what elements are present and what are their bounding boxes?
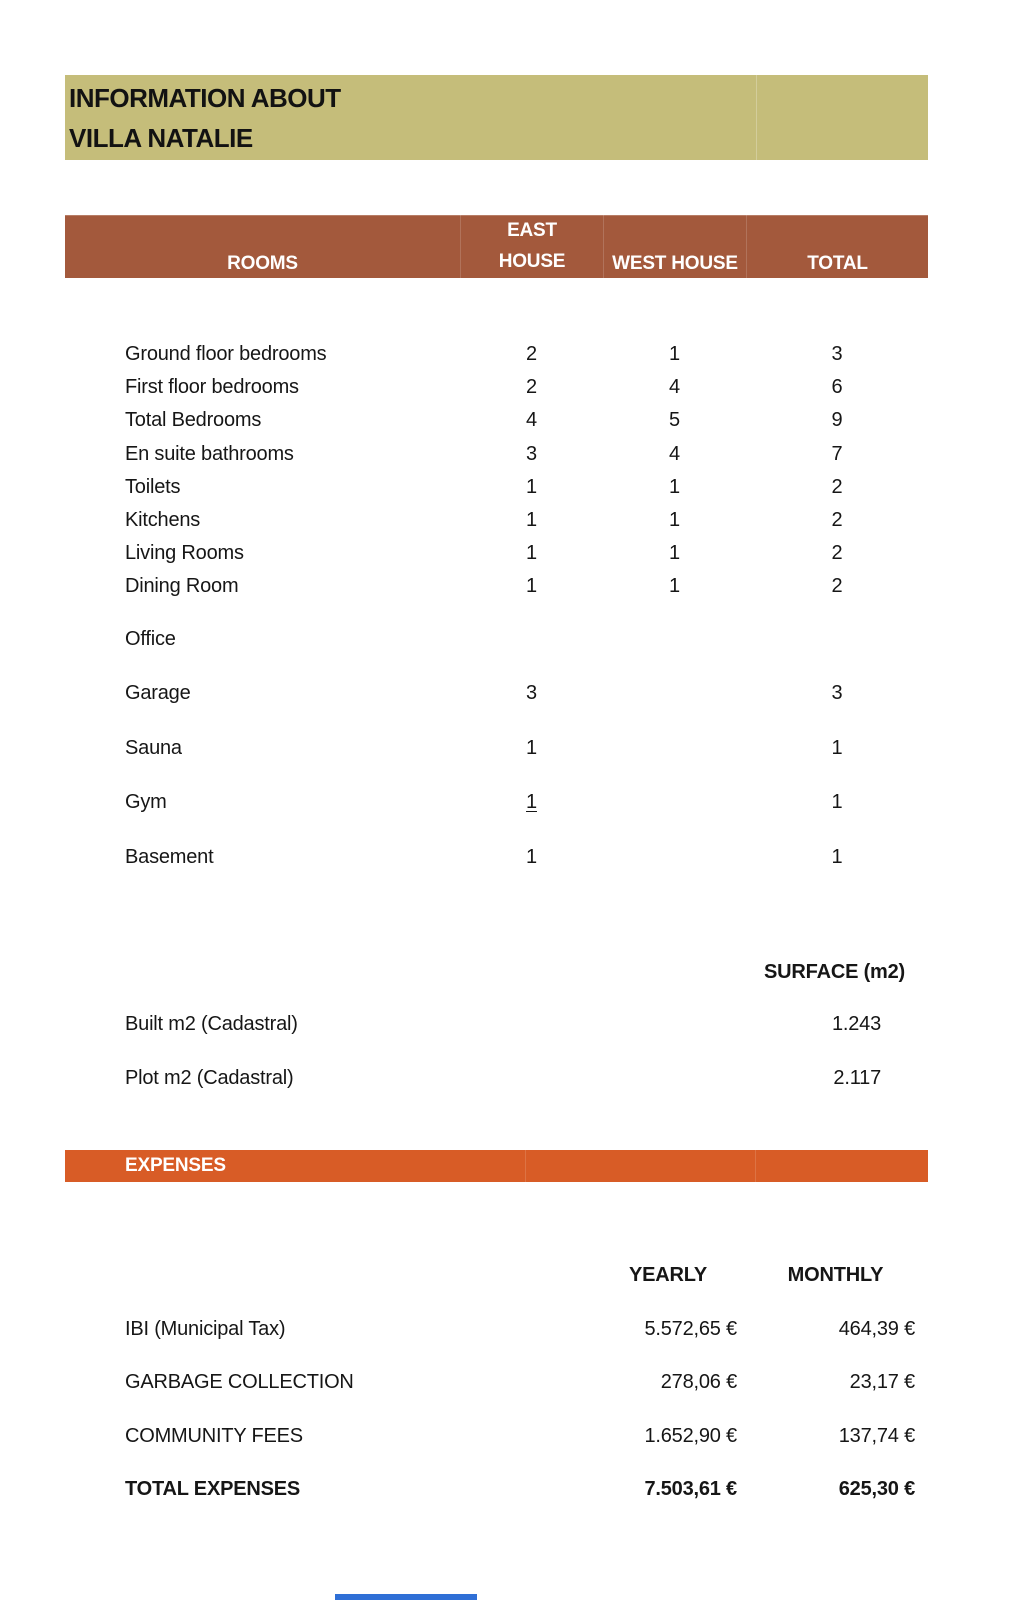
rooms-table-header: [65, 215, 928, 278]
room-label: First floor bedrooms: [125, 376, 299, 399]
table-row: [65, 721, 928, 776]
room-label: Dining Room: [125, 575, 239, 598]
west-house-value: 4: [669, 376, 680, 399]
expense-label: TOTAL EXPENSES: [125, 1478, 301, 1501]
west-house-value: 1: [669, 475, 680, 498]
table-row: [65, 667, 928, 722]
column-header-total: TOTAL: [746, 215, 928, 283]
west-house-value: 4: [669, 442, 680, 465]
expense-monthly-value: 137,74 €: [838, 1424, 915, 1447]
table-row: [65, 471, 928, 504]
expenses-banner-label: EXPENSES: [125, 1155, 226, 1176]
surface-label: Built m2 (Cadastral): [125, 1012, 298, 1035]
expense-label: COMMUNITY FEES: [125, 1424, 303, 1447]
table-row: [65, 1463, 928, 1516]
table-row: [65, 1303, 928, 1356]
total-value: 1: [831, 736, 843, 759]
expenses-cell-divider: [525, 1150, 526, 1182]
title-cell-divider: [756, 75, 757, 160]
total-value: 2: [831, 575, 843, 598]
expenses-banner: [65, 1150, 928, 1182]
room-label: Kitchens: [125, 509, 201, 532]
table-row: [65, 371, 928, 404]
bottom-blue-bar: [335, 1594, 477, 1600]
table-row: [65, 997, 928, 1051]
surface-column-header: SURFACE (m2): [764, 961, 905, 983]
table-row: [65, 776, 928, 831]
total-value: 7: [831, 442, 843, 465]
title-banner: [65, 75, 928, 160]
room-label: Ground floor bedrooms: [125, 343, 327, 366]
table-row: [65, 1356, 928, 1409]
column-header-monthly: MONTHLY: [787, 1263, 884, 1286]
west-house-value: 1: [669, 343, 680, 366]
total-value: 6: [831, 376, 843, 399]
room-label: Total Bedrooms: [125, 409, 262, 432]
column-header-yearly: YEARLY: [628, 1263, 708, 1286]
west-house-value: 5: [669, 409, 680, 432]
west-house-value: 1: [669, 575, 680, 598]
east-house-value: 1: [526, 736, 537, 759]
page-title-line1: INFORMATION ABOUT: [69, 83, 341, 113]
east-house-value: 3: [526, 682, 537, 705]
east-house-value: 1: [526, 475, 537, 498]
west-house-value: 1: [669, 542, 680, 565]
east-house-value: 1: [526, 791, 537, 814]
table-row: [65, 438, 928, 471]
expense-monthly-value: 464,39 €: [838, 1318, 915, 1341]
room-label: En suite bathrooms: [125, 442, 294, 465]
total-value: 1: [831, 845, 843, 868]
room-label: Office: [125, 627, 176, 650]
surface-value: 1.243: [831, 1012, 881, 1035]
surface-table-body: [65, 997, 928, 1105]
total-value: 3: [831, 682, 843, 705]
table-row: [65, 537, 928, 570]
room-label: Garage: [125, 682, 191, 705]
total-value: 2: [831, 542, 843, 565]
expense-label: IBI (Municipal Tax): [125, 1318, 286, 1341]
east-house-value: 1: [526, 542, 537, 565]
surface-value: 2.117: [833, 1066, 881, 1089]
expense-label: GARBAGE COLLECTION: [125, 1371, 354, 1394]
column-header-rooms: ROOMS: [227, 253, 298, 274]
table-row: [65, 504, 928, 537]
east-house-value: 1: [526, 845, 537, 868]
expense-yearly-value: 1.652,90 €: [644, 1424, 737, 1447]
total-value: 2: [831, 509, 843, 532]
room-label: Sauna: [125, 736, 182, 759]
east-house-value: 2: [526, 376, 537, 399]
column-header-west-house: WEST HOUSE: [603, 215, 746, 283]
table-row: [65, 404, 928, 437]
east-house-value: 2: [526, 343, 537, 366]
total-value: 2: [831, 475, 843, 498]
table-row: [65, 1051, 928, 1105]
expenses-cell-divider: [755, 1150, 756, 1182]
room-label: Living Rooms: [125, 542, 244, 565]
column-header-east-line2: HOUSE: [498, 251, 566, 272]
table-row: [65, 570, 928, 603]
rooms-table-body: [65, 338, 928, 604]
room-label: Basement: [125, 845, 214, 868]
table-row: [65, 338, 928, 371]
total-value: 3: [831, 343, 843, 366]
table-row: [65, 830, 928, 885]
column-header-east-house: [460, 215, 603, 283]
expense-yearly-value: 278,06 €: [660, 1371, 737, 1394]
east-house-value: 3: [526, 442, 537, 465]
east-house-value: 4: [526, 409, 537, 432]
expenses-column-headers: [65, 1261, 928, 1289]
expense-yearly-value: 5.572,65 €: [644, 1318, 737, 1341]
expense-yearly-value: 7.503,61 €: [644, 1478, 737, 1501]
east-house-value: 1: [526, 509, 537, 532]
total-value: 1: [831, 791, 843, 814]
east-house-value: 1: [526, 575, 537, 598]
facilities-table-body: [65, 612, 928, 885]
table-row: [65, 1410, 928, 1463]
table-row: [65, 612, 928, 667]
expense-monthly-value: 23,17 €: [849, 1371, 915, 1394]
page-title-line2: VILLA NATALIE: [69, 123, 253, 153]
west-house-value: 1: [669, 509, 680, 532]
room-label: Toilets: [125, 475, 181, 498]
surface-label: Plot m2 (Cadastral): [125, 1066, 294, 1089]
total-value: 9: [831, 409, 843, 432]
expense-monthly-value: 625,30 €: [838, 1478, 915, 1501]
column-header-east-line1: EAST: [507, 220, 557, 241]
room-label: Gym: [125, 791, 167, 814]
expenses-table-body: [65, 1303, 928, 1516]
